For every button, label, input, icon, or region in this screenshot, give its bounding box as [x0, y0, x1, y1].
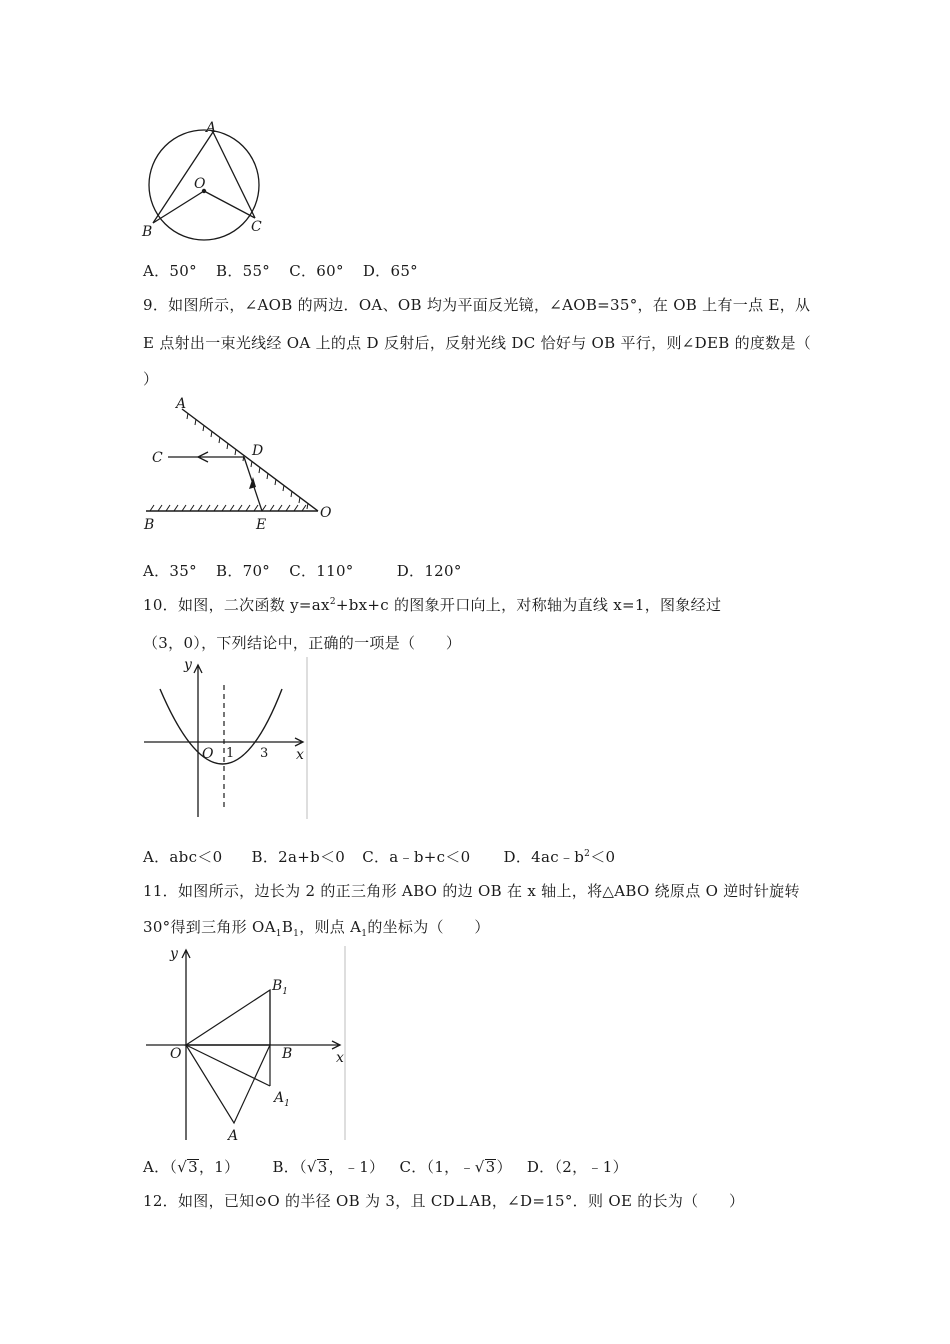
q11-rotation-figure — [140, 940, 350, 1145]
q11-option-b[interactable]: B．（√3，﹣1） — [272, 1158, 385, 1176]
triangle-oab — [186, 1045, 270, 1123]
q11-options — [143, 1156, 642, 1177]
q9-option-d[interactable]: D．120° — [396, 562, 462, 580]
mirror-ob-hatching — [150, 505, 306, 511]
q8-option-d[interactable]: D．65° — [362, 262, 418, 280]
label-a: A — [228, 1128, 239, 1144]
q8-options — [143, 260, 432, 281]
label-b: B — [282, 1046, 293, 1062]
q10-option-c[interactable]: C．a﹣b+c＜0 — [362, 848, 471, 866]
q9-option-a[interactable]: A．35° — [143, 562, 197, 580]
q10-text-line-2: （3，0），下列结论中，正确的一项是（ ） — [143, 634, 462, 652]
q9-options — [143, 560, 476, 581]
q9-text-line-2: E 点射出一束光线经 OA 上的点 D 反射后，反射光线 DC 恰好与 OB 平行，则∠DEB 的度数是（ — [143, 334, 812, 352]
q8-option-c[interactable]: C．60° — [289, 262, 344, 280]
q10-options — [143, 846, 629, 867]
q11-text-line-1: 11．如图所示，边长为 2 的正三角形 ABO 的边 OB 在 x 轴上，将△ABO 绕原点 O 逆时针旋转 — [143, 882, 800, 900]
label-o: O — [194, 176, 206, 192]
radius-ob — [153, 191, 204, 223]
q10-option-d[interactable]: D．$4ac﹣b^2<0$ — [503, 848, 616, 866]
q11-option-a[interactable]: A．（√3，1） — [143, 1158, 240, 1176]
q10-parabola-figure — [140, 655, 312, 821]
q10-option-b[interactable]: B．2a+b＜0 — [251, 848, 346, 866]
label-1: 1 — [226, 746, 235, 761]
label-x: x — [336, 1050, 344, 1066]
ray-ed-arrow — [249, 477, 256, 489]
label-b1: $B_1$ — [272, 978, 289, 997]
chord-ac — [213, 132, 255, 218]
q11-option-d[interactable]: D．（2，﹣1） — [526, 1158, 628, 1176]
label-a1: $A_1$ — [274, 1090, 290, 1109]
q11-option-c[interactable]: C．（1，﹣√3） — [399, 1158, 512, 1176]
q9-text-line-3: ） — [143, 370, 159, 388]
q9-text-line-1: 9．如图所示，∠AOB 的两边．OA、OB 均为平面反光镜，∠AOB=35°，在 OB 上有一点 E，从 — [143, 296, 811, 314]
label-y: y — [184, 657, 192, 673]
label-3: 3 — [260, 746, 269, 761]
q9-option-c[interactable]: C．110° — [289, 562, 354, 580]
q10-option-a[interactable]: A．abc＜0 — [143, 848, 223, 866]
label-a: A — [206, 120, 217, 136]
q11-text-line-2: 30°得到三角形 $OA_1B_1$，则点 $A_1$的坐标为（ ） — [143, 918, 490, 939]
mirror-oa — [182, 409, 318, 511]
q8-circle-figure — [140, 120, 280, 250]
q10-text-line-1: 10．如图，二次函数 $y=ax^2+bx+c$ 的图象开口向上，对称轴为直线 x=1，图象经过 — [143, 596, 722, 614]
label-e: E — [256, 517, 267, 533]
label-o: O — [170, 1046, 182, 1062]
q8-option-b[interactable]: B．55° — [216, 262, 271, 280]
label-d: D — [252, 443, 264, 459]
label-o: O — [320, 505, 332, 521]
q9-option-b[interactable]: B．70° — [216, 562, 271, 580]
label-b: B — [142, 224, 153, 240]
radius-oc — [204, 191, 255, 218]
label-x: x — [296, 747, 304, 763]
label-y: y — [170, 946, 178, 962]
label-a: A — [176, 396, 187, 412]
label-c: C — [152, 450, 163, 466]
label-b: B — [144, 517, 155, 533]
triangle-oab1 — [186, 990, 270, 1045]
label-o: O — [202, 746, 214, 762]
q9-mirror-figure — [140, 395, 335, 535]
label-c: C — [251, 219, 262, 235]
q8-option-a[interactable]: A．50° — [143, 262, 197, 280]
q12-text-line-1: 12．如图，已知⊙O 的半径 OB 为 3，且 CD⊥AB，∠D=15°．则 OE 的长为（ ） — [143, 1192, 745, 1210]
